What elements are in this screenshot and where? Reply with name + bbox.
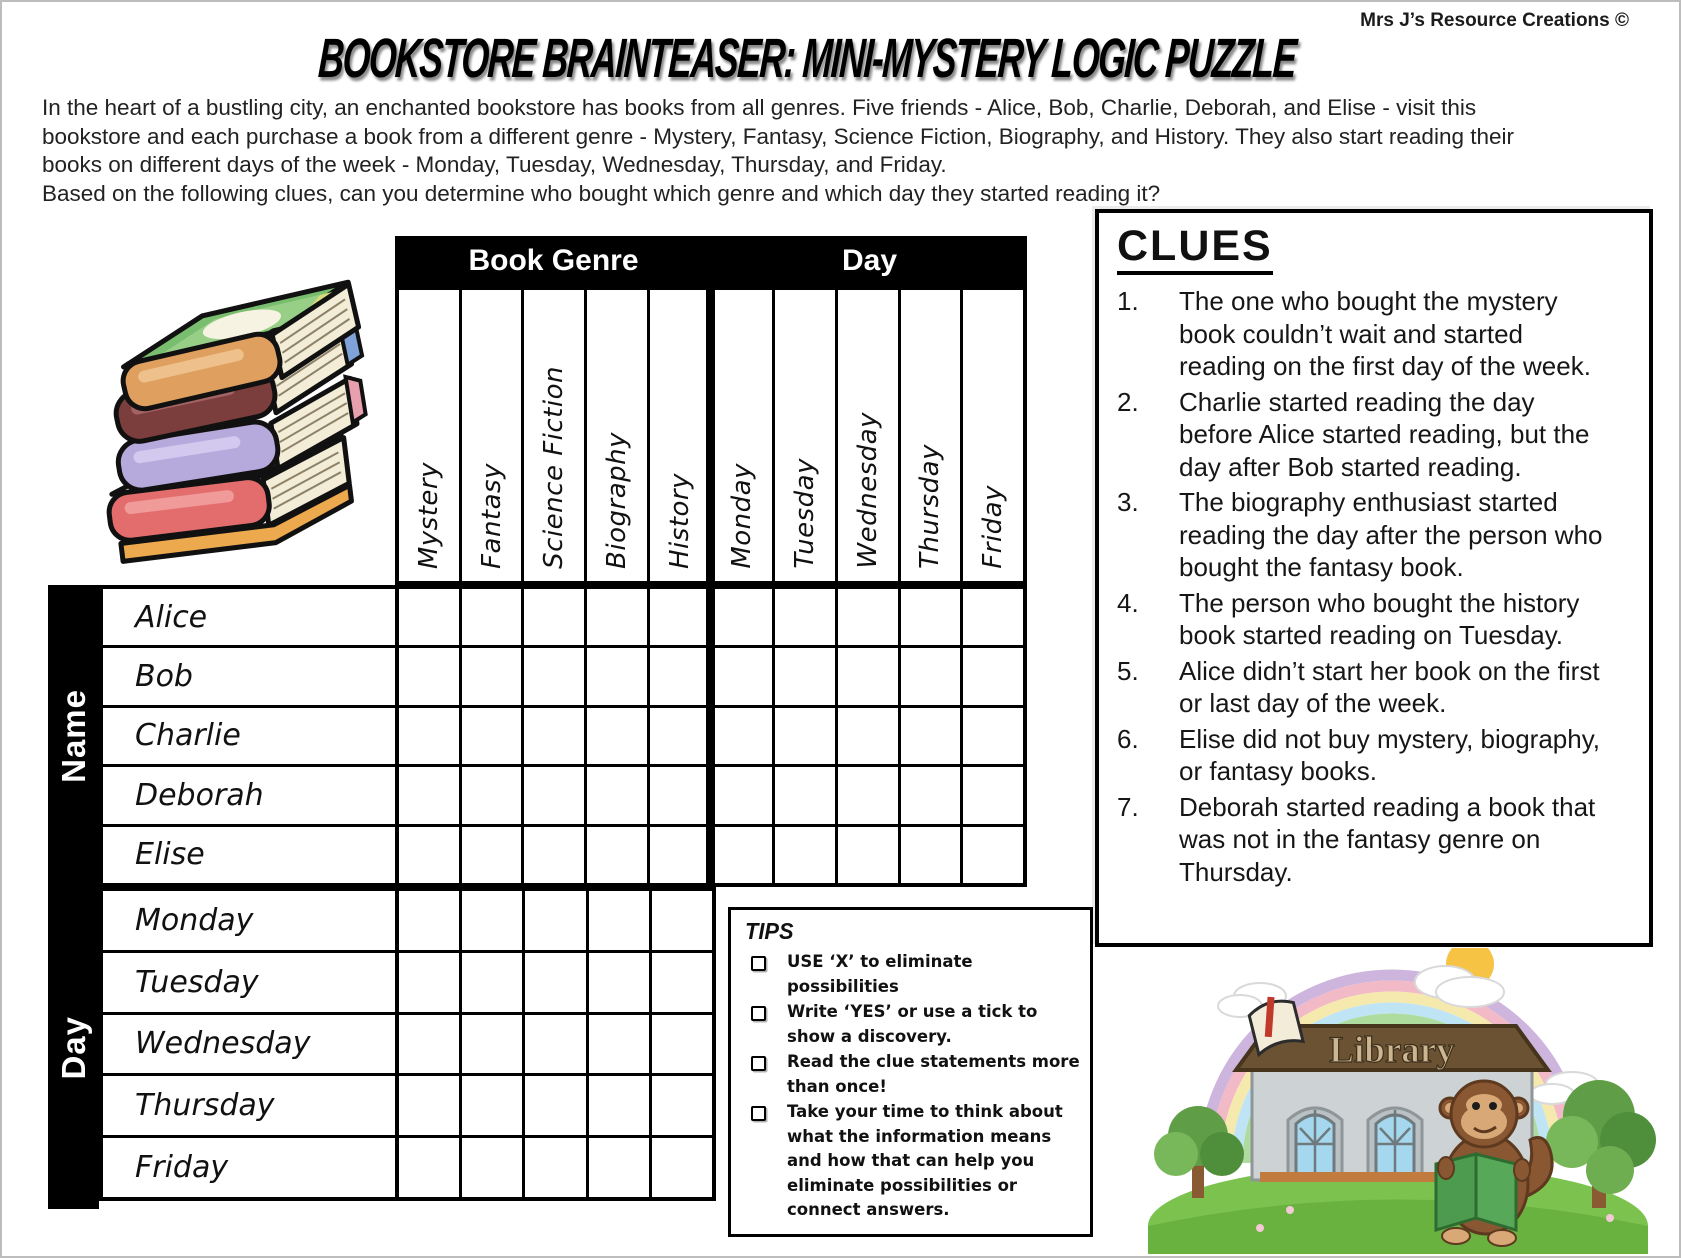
cell-thursday-history[interactable] — [652, 1076, 712, 1135]
tip-text: Take your time to think about what the information means and how that can help you eliminate possibilities or connect answers. — [787, 1102, 1063, 1219]
cell-thursday-mystery[interactable] — [399, 1076, 459, 1135]
clue-number: 6. — [1117, 723, 1139, 754]
cell-alice-history[interactable] — [650, 589, 710, 645]
cell-alice-thursday[interactable] — [901, 589, 961, 645]
cell-elise-science-fiction[interactable] — [524, 827, 584, 883]
row-label-elise: Elise — [103, 827, 395, 883]
cell-elise-biography[interactable] — [587, 827, 647, 883]
clue-item-2 — [1117, 386, 1635, 484]
cell-deborah-wednesday[interactable] — [838, 767, 898, 823]
tips-list — [743, 950, 1080, 1223]
cell-charlie-thursday[interactable] — [901, 708, 961, 764]
checkbox-icon — [751, 956, 766, 971]
cell-bob-biography[interactable] — [587, 648, 647, 704]
cell-alice-friday[interactable] — [963, 589, 1023, 645]
book-genre-header: Book Genre — [468, 244, 639, 277]
cell-charlie-wednesday[interactable] — [838, 708, 898, 764]
library-monkey-illustration — [1140, 948, 1668, 1254]
cell-alice-monday[interactable] — [713, 589, 773, 645]
column-header-label: Biography — [601, 432, 632, 569]
row-label-deborah: Deborah — [103, 767, 395, 823]
row-label-friday: Friday — [103, 1138, 395, 1197]
column-header-wednesday — [838, 290, 898, 581]
cell-tuesday-fantasy[interactable] — [462, 953, 522, 1012]
column-header-biography — [587, 290, 647, 581]
cell-monday-history[interactable] — [652, 891, 712, 950]
cell-elise-history[interactable] — [650, 827, 710, 883]
clue-item-3 — [1117, 486, 1635, 584]
cell-bob-tuesday[interactable] — [775, 648, 835, 704]
column-header-tuesday — [775, 290, 835, 581]
cell-thursday-fantasy[interactable] — [462, 1076, 522, 1135]
cell-elise-fantasy[interactable] — [462, 827, 522, 883]
cell-friday-biography[interactable] — [589, 1138, 649, 1197]
cell-bob-history[interactable] — [650, 648, 710, 704]
tip-text: Read the clue statements more than once! — [787, 1052, 1080, 1096]
clue-number: 4. — [1117, 587, 1139, 618]
cell-wednesday-biography[interactable] — [589, 1015, 649, 1074]
cell-charlie-friday[interactable] — [963, 708, 1023, 764]
cell-charlie-history[interactable] — [650, 708, 710, 764]
tip-item-2 — [743, 1000, 1080, 1049]
cell-deborah-history[interactable] — [650, 767, 710, 823]
clue-text: The one who bought the mystery book couldn’t wait and started reading on the first day of the week. — [1179, 286, 1591, 381]
tip-item-3 — [743, 1050, 1080, 1099]
cell-deborah-thursday[interactable] — [901, 767, 961, 823]
cell-bob-mystery[interactable] — [399, 648, 459, 704]
cell-monday-biography[interactable] — [589, 891, 649, 950]
cell-alice-tuesday[interactable] — [775, 589, 835, 645]
clue-number: 1. — [1117, 286, 1139, 316]
cell-elise-monday[interactable] — [713, 827, 773, 883]
cell-friday-mystery[interactable] — [399, 1138, 459, 1197]
cell-elise-thursday[interactable] — [901, 827, 961, 883]
column-header-label: Fantasy — [476, 463, 507, 569]
cell-tuesday-science-fiction[interactable] — [525, 953, 585, 1012]
cell-elise-wednesday[interactable] — [838, 827, 898, 883]
column-header-friday — [963, 290, 1023, 581]
cell-bob-wednesday[interactable] — [838, 648, 898, 704]
intro-text: In the heart of a bustling city, an enchanted bookstore has books from all genres. Five friends - Alice, Bob, Charlie, Deborah, and Elise - visit this bookstore and each purchase a book from a different genre - Mystery, Fantasy, Science Fiction, Biography, and History. They also start reading their books on different days of the week - Monday, Tuesday, Wednesday, Thursday, and Friday. — [42, 95, 1514, 177]
cell-deborah-biography[interactable] — [587, 767, 647, 823]
column-header-label: Friday — [978, 485, 1009, 569]
column-header-monday — [713, 290, 773, 581]
cell-bob-thursday[interactable] — [901, 648, 961, 704]
cell-deborah-monday[interactable] — [713, 767, 773, 823]
genre-day-divider — [706, 236, 715, 887]
row-label-bob: Bob — [103, 648, 395, 704]
library-svg — [1140, 948, 1668, 1254]
clue-item-1 — [1117, 285, 1635, 383]
books-stack-illustration — [60, 248, 405, 578]
clue-item-5 — [1117, 655, 1635, 720]
cell-charlie-biography[interactable] — [587, 708, 647, 764]
column-header-label: Thursday — [915, 444, 946, 569]
cell-bob-science-fiction[interactable] — [524, 648, 584, 704]
clue-text: Elise did not buy mystery, biography, or fantasy books. — [1179, 723, 1601, 786]
cell-thursday-science-fiction[interactable] — [525, 1076, 585, 1135]
column-header-history — [650, 290, 710, 581]
cell-wednesday-science-fiction[interactable] — [525, 1015, 585, 1074]
cell-charlie-tuesday[interactable] — [775, 708, 835, 764]
cell-friday-fantasy[interactable] — [462, 1138, 522, 1197]
cell-monday-mystery[interactable] — [399, 891, 459, 950]
cell-charlie-fantasy[interactable] — [462, 708, 522, 764]
tips-box — [728, 907, 1093, 1237]
name-axis-label: Name — [54, 689, 92, 783]
cell-alice-biography[interactable] — [587, 589, 647, 645]
column-header-label: Monday — [727, 463, 758, 569]
cell-charlie-monday[interactable] — [713, 708, 773, 764]
cell-deborah-science-fiction[interactable] — [524, 767, 584, 823]
checkbox-icon — [751, 1106, 766, 1121]
cell-monday-fantasy[interactable] — [462, 891, 522, 950]
clue-text: The person who bought the history book started reading on Tuesday. — [1179, 587, 1580, 650]
tip-text: Write ‘YES’ or use a tick to show a discovery. — [787, 1002, 1038, 1046]
clue-number: 5. — [1117, 655, 1139, 686]
cell-wednesday-history[interactable] — [652, 1015, 712, 1074]
cell-friday-history[interactable] — [652, 1138, 712, 1197]
cell-bob-fantasy[interactable] — [462, 648, 522, 704]
clues-title: CLUES — [1117, 225, 1273, 275]
intro-question: Based on the following clues, can you determine who bought which genre and which day they started reading it? — [42, 180, 1161, 206]
column-header-label: History — [664, 473, 695, 569]
tip-item-4 — [743, 1100, 1080, 1223]
column-header-fantasy — [462, 290, 522, 581]
column-header-thursday — [901, 290, 961, 581]
cell-bob-monday[interactable] — [713, 648, 773, 704]
row-label-wednesday: Wednesday — [103, 1015, 395, 1074]
cell-charlie-science-fiction[interactable] — [524, 708, 584, 764]
clue-item-4 — [1117, 587, 1635, 652]
name-axis-bar — [48, 585, 99, 887]
column-header-label: Mystery — [413, 461, 444, 569]
row-label-monday: Monday — [103, 891, 395, 950]
clue-number: 2. — [1117, 386, 1139, 417]
row-label-alice: Alice — [103, 589, 395, 645]
clue-text: The biography enthusiast started reading the day after the person who bought the fantasy book. — [1179, 487, 1603, 582]
cell-tuesday-history[interactable] — [652, 953, 712, 1012]
copyright-text: Mrs J’s Resource Creations © — [1360, 10, 1629, 31]
checkbox-icon — [751, 1006, 766, 1021]
cell-tuesday-biography[interactable] — [589, 953, 649, 1012]
clue-number: 7. — [1117, 791, 1139, 822]
column-header-label: Tuesday — [790, 458, 821, 569]
cell-elise-tuesday[interactable] — [775, 827, 835, 883]
cell-deborah-tuesday[interactable] — [775, 767, 835, 823]
column-header-mystery — [399, 290, 459, 581]
cell-alice-mystery[interactable] — [399, 589, 459, 645]
cell-deborah-fantasy[interactable] — [462, 767, 522, 823]
cell-friday-science-fiction[interactable] — [525, 1138, 585, 1197]
cell-deborah-mystery[interactable] — [399, 767, 459, 823]
books-stack-svg — [60, 248, 405, 578]
column-header-science-fiction — [524, 290, 584, 581]
day-axis-label: Day — [54, 1016, 92, 1080]
clues-list — [1117, 285, 1635, 888]
cell-thursday-biography[interactable] — [589, 1076, 649, 1135]
day-axis-bar — [48, 887, 99, 1209]
library-sign-text: Library — [1329, 1030, 1455, 1071]
cell-elise-mystery[interactable] — [399, 827, 459, 883]
cell-alice-fantasy[interactable] — [462, 589, 522, 645]
clue-number: 3. — [1117, 487, 1139, 517]
row-label-thursday: Thursday — [103, 1076, 395, 1135]
clue-item-6 — [1117, 723, 1635, 788]
clue-item-7 — [1117, 791, 1635, 889]
cell-charlie-mystery[interactable] — [399, 708, 459, 764]
cell-elise-friday[interactable] — [963, 827, 1023, 883]
clues-box — [1095, 209, 1653, 947]
tip-text: USE ‘X’ to eliminate possibilities — [787, 952, 973, 996]
cell-wednesday-fantasy[interactable] — [462, 1015, 522, 1074]
tips-title: TIPS — [745, 918, 794, 944]
clue-text: Alice didn’t start her book on the first or last day of the week. — [1179, 655, 1600, 718]
clue-text: Charlie started reading the day before Alice started reading, but the day after Bob started reading. — [1179, 386, 1590, 482]
cell-monday-science-fiction[interactable] — [525, 891, 585, 950]
cell-bob-friday[interactable] — [963, 648, 1023, 704]
column-header-label: Science Fiction — [539, 366, 570, 569]
row-label-charlie: Charlie — [103, 708, 395, 764]
clue-text: Deborah started reading a book that was not in the fantasy genre on Thursday. — [1179, 791, 1596, 887]
intro-paragraph — [42, 94, 1562, 208]
cell-wednesday-mystery[interactable] — [399, 1015, 459, 1074]
cell-alice-wednesday[interactable] — [838, 589, 898, 645]
tip-item-1 — [743, 950, 1080, 999]
cell-alice-science-fiction[interactable] — [524, 589, 584, 645]
name-row-labels — [99, 585, 399, 887]
cell-tuesday-mystery[interactable] — [399, 953, 459, 1012]
day-header: Day — [841, 244, 898, 277]
checkbox-icon — [751, 1056, 766, 1071]
day-answer-grid — [395, 887, 716, 1201]
day-row-labels — [99, 887, 399, 1201]
row-label-tuesday: Tuesday — [103, 953, 395, 1012]
page-title: BOOKSTORE BRAINTEASER: MINI-MYSTERY LOGIC PUZZLE — [316, 26, 1298, 89]
column-header-label: Wednesday — [852, 412, 883, 569]
cell-deborah-friday[interactable] — [963, 767, 1023, 823]
